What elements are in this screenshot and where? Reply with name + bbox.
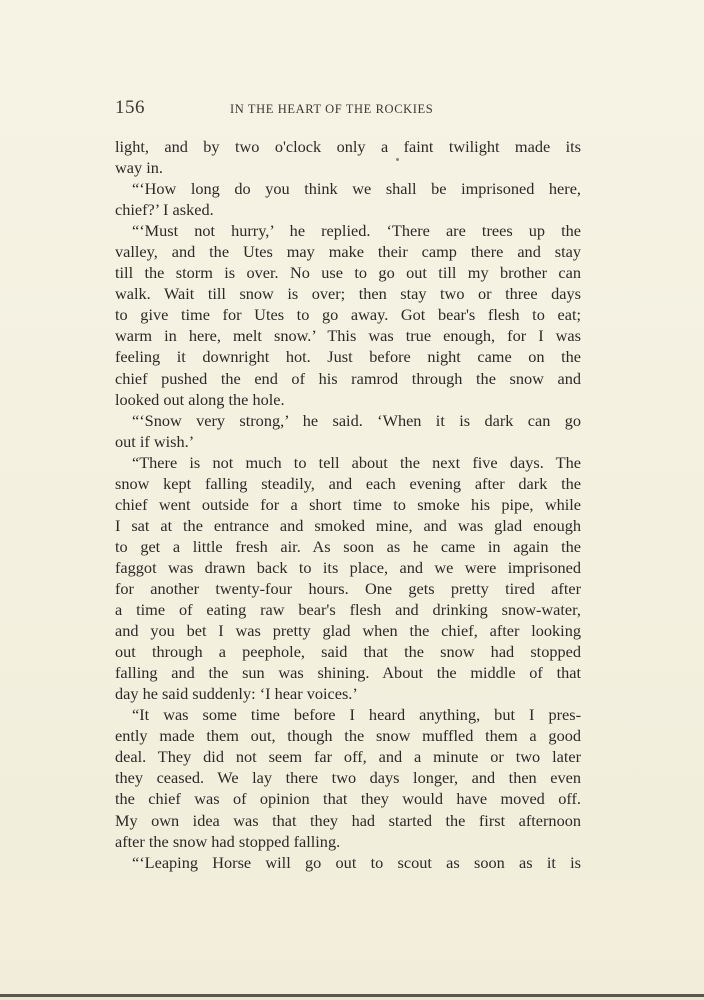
- text-line: falling and the sun was shining. About the middle of that: [115, 663, 581, 683]
- page-header: [115, 97, 581, 119]
- text-line: “‘Leaping Horse will go out to scout as soon as it is: [132, 852, 581, 872]
- text-line: “‘Snow very strong,’ he said. ‘When it is dark can go: [132, 410, 581, 430]
- text-line: chief?’ I asked.: [115, 200, 214, 220]
- page-number: 156: [115, 97, 145, 118]
- text-line: chief went outside for a short time to smoke his pipe, while: [115, 494, 581, 514]
- text-line: “There is not much to tell about the next five days. The: [132, 452, 581, 472]
- text-line: out through a peephole, said that the snow had stopped: [115, 642, 581, 662]
- body-text: [115, 136, 581, 873]
- text-line: a time of eating raw bear's flesh and drinking snow-water,: [115, 600, 581, 620]
- text-line: out if wish.’: [115, 431, 195, 451]
- text-line: I sat at the entrance and smoked mine, and was glad enough: [115, 515, 581, 535]
- text-line: snow kept falling steadily, and each evening after dark the: [115, 473, 581, 493]
- text-line: valley, and the Utes may make their camp there and stay: [115, 242, 581, 262]
- text-line: and you bet I was pretty glad when the chief, after looking: [115, 621, 581, 641]
- text-line: way in.: [115, 158, 163, 178]
- text-line: walk. Wait till snow is over; then stay two or three days: [115, 284, 581, 304]
- text-line: to get a little fresh air. As soon as he came in again the: [115, 536, 581, 556]
- text-line: deal. They did not seem far off, and a minute or two later: [115, 747, 581, 767]
- text-line: to give time for Utes to go away. Got bear's flesh to eat;: [115, 305, 581, 325]
- text-line: “‘Must not hurry,’ he replied. ‘There are trees up the: [132, 221, 581, 241]
- running-head: IN THE HEART OF THE ROCKIES: [230, 102, 434, 116]
- text-line: “It was some time before I heard anything, but I pres-: [132, 705, 581, 725]
- text-line: day he said suddenly: ‘I hear voices.’: [115, 684, 358, 704]
- text-line: feeling it downright hot. Just before night came on the: [115, 347, 581, 367]
- text-line: for another twenty-four hours. One gets pretty tired after: [115, 578, 581, 598]
- text-line: My own idea was that they had started the first afternoon: [115, 810, 581, 830]
- text-line: the chief was of opinion that they would have moved off.: [115, 789, 581, 809]
- text-line: till the storm is over. No use to go out till my brother can: [115, 263, 581, 283]
- text-line: looked out along the hole.: [115, 389, 285, 409]
- text-line: warm in here, melt snow.’ This was true enough, for I was: [115, 326, 581, 346]
- text-line: light, and by two o'clock only a faint twilight made its: [115, 137, 581, 156]
- text-line: “‘How long do you think we shall be imprisoned here,: [132, 179, 581, 199]
- text-line: ently made them out, though the snow muffled them a good: [115, 726, 581, 746]
- text-line: faggot was drawn back to its place, and we were imprisoned: [115, 557, 581, 577]
- text-line: after the snow had stopped falling.: [115, 831, 341, 851]
- text-line: they ceased. We lay there two days longer, and then even: [115, 768, 581, 788]
- text-line: chief pushed the end of his ramrod through the snow and: [115, 368, 581, 388]
